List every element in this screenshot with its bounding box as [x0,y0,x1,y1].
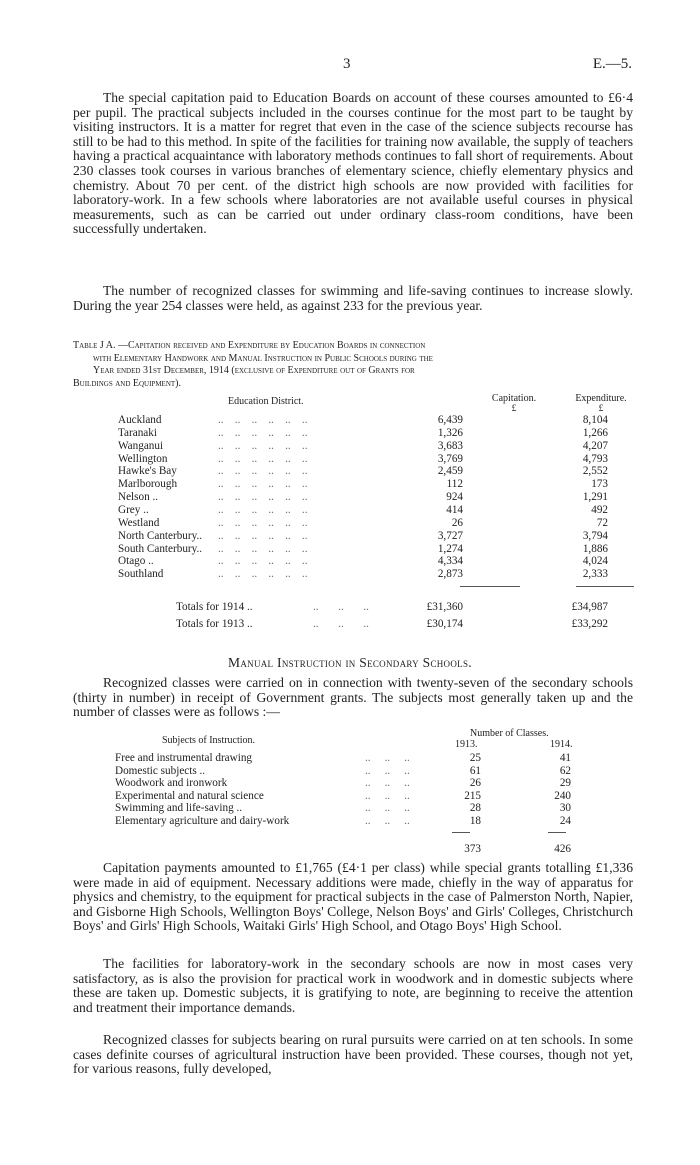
district-name: Hawke's Bay [118,465,177,478]
capitation-value: 414 [446,503,463,516]
table2-header-1913: 1913. [455,739,478,750]
classes-1913: 25 [469,752,481,764]
table1-header-capitation-label: Capitation. [491,393,537,404]
table1-total-rule [460,586,520,587]
total-label: Totals for 1913 .. [176,618,253,630]
expenditure-value: 4,024 [582,555,608,568]
page-header [0,56,700,78]
table2-total-1913: 373 [464,843,481,855]
table2-total-row [115,843,635,855]
leader-dots: .. .. .. .. .. .. [218,555,308,568]
expenditure-value: 4,793 [582,452,608,465]
table1-row [118,517,638,529]
table1-header-expenditure-label: Expenditure. [575,393,627,404]
district-name: Wanganui [118,439,164,452]
leader-dots: .. .. .. .. .. .. [218,568,308,581]
document-reference: E.—5. [592,56,632,72]
leader-dots: .. .. .. .. .. .. [218,478,308,491]
leader-dots: .. .. .. [365,777,410,789]
subject-name: Woodwork and ironwork [115,777,228,789]
classes-1914: 30 [559,802,571,814]
district-name: Taranaki [118,426,157,439]
classes-1914: 240 [554,789,571,802]
district-name: Otago .. [118,555,154,568]
total-capitation: £30,174 [426,618,463,630]
expenditure-value: 8,104 [582,414,608,426]
table2-row [115,802,635,814]
table2-header-number: Number of Classes. [470,728,549,739]
paragraph-special-capitation: The special capitation paid to Education Boards on account of these courses amounted to £6·4 per pupil. The practical subjects included in the courses continue for the most part to be taught by visiting instructors. It is a matter for regret that even in the case of the science subjects recourse has still to be had to this method. In spite of the facilities for training now available, the supply of teachers having a practical acquaintance with laboratory methods continues to fall short of requirements. About 230 classes took courses in various branches of elementary science, chiefly elementary physics and chemistry. About 70 per cent. of the district high schools are now provided with facilities for laboratory-work. In a few schools where laboratories are not available useful courses in physical measurements, such as can be carried out under ordinary class-room conditions, have been successfully undertaken. [73,90,633,237]
table1-unit: £ [598,404,604,414]
district-name: South Canterbury.. [118,542,203,555]
table1-header-district: Education District. [228,396,304,407]
table1-row [118,453,638,465]
leader-dots: .. .. .. [365,814,410,827]
paragraph-secondary-classes: Recognized classes were carried on in connection with twenty-seven of the secondary schools (thirty in number) in receipt of Government grants. The subjects most generally taken up and the number of classes were as follows :— [73,675,633,720]
table1-row [118,568,638,580]
leader-dots: .. .. .. [365,802,410,814]
district-name: North Canterbury.. [118,529,203,542]
table1-row [118,478,638,490]
leader-dots: .. .. .. [313,601,369,613]
expenditure-value: 1,291 [582,491,608,504]
total-expenditure: £34,987 [571,601,608,613]
paragraph-capitation-payments: Capitation payments amounted to £1,765 (£4·1 per class) while special grants totalling £1,336 were made in aid of equipment. Necessary additions were made, chiefly in the way of apparatus for physics and chemistry, to the equipment for practical subjects in the case of Palmerston North, Napier, and Gisborne High Schools, Wellington Boys' College, Nelson Boys' and Girls' Colleges, Christchurch Boys' and Girls' High Schools, Waitaki Girls' High School, and Otago Boys' High School. [73,860,633,934]
table1-caption [73,340,633,390]
table2-row [115,752,635,764]
table2-header-subject: Subjects of Instruction. [162,735,256,746]
table1-header-expenditure [568,393,634,414]
subject-name: Free and instrumental drawing [115,752,253,764]
table1-row [118,427,638,439]
table1-total-rule [576,586,634,587]
classes-1914: 29 [559,777,571,789]
classes-1913: 26 [469,777,481,789]
expenditure-value: 173 [591,478,608,491]
table1-caption-line: Buildings and Equipment). [73,377,181,389]
paragraph-swimming-classes: The number of recognized classes for swimming and life-saving continues to increase slowly. During the year 254 classes were held, as against 233 for the previous year. [73,283,633,313]
classes-1914: 24 [559,814,571,827]
table2-total-rule [548,832,566,833]
table2-row [115,765,635,777]
classes-1914: 41 [559,752,571,764]
capitation-value: 3,683 [437,439,463,452]
leader-dots: .. .. .. .. .. .. [218,542,308,555]
district-name: Westland [118,516,160,529]
leader-dots: .. .. .. [365,764,410,777]
total-label: Totals for 1914 .. [176,601,253,613]
expenditure-value: 3,794 [582,529,608,542]
district-name: Grey .. [118,503,149,516]
capitation-value: 1,274 [437,542,463,555]
capitation-value: 2,459 [437,465,463,478]
district-name: Marlborough [118,478,178,491]
leader-dots: .. .. .. .. .. .. [218,465,308,478]
capitation-value: 1,326 [437,426,463,439]
table2-total-1914: 426 [554,843,571,855]
table1-row [118,465,638,477]
table1-row [118,530,638,542]
expenditure-value: 2,552 [582,465,608,478]
expenditure-value: 72 [596,516,608,529]
capitation-value: 6,439 [437,414,463,426]
expenditure-value: 1,266 [582,426,608,439]
leader-dots: .. .. .. .. .. .. [218,529,308,542]
table1-row [118,543,638,555]
table1-caption-line: Table J A. —Capitation received and Expenditure by Education Boards in connection [73,340,426,351]
classes-1913: 61 [469,764,481,777]
district-name: Auckland [118,414,162,426]
classes-1913: 18 [469,814,481,827]
district-name: Wellington [118,452,168,465]
total-capitation: £31,360 [426,601,463,613]
table2-total-rule [452,832,470,833]
capitation-value: 26 [451,516,463,529]
subject-name: Swimming and life-saving .. [115,802,243,814]
table1-header-capitation [484,393,544,414]
subject-name: Domestic subjects .. [115,764,206,777]
leader-dots: .. .. .. .. .. .. [218,516,308,529]
expenditure-value: 492 [591,503,608,516]
leader-dots: .. .. .. .. .. .. [218,503,308,516]
leader-dots: .. .. .. .. .. .. [218,491,308,504]
classes-1914: 62 [559,764,571,777]
capitation-value: 924 [446,491,463,504]
leader-dots: .. .. .. .. .. .. [218,426,308,439]
subject-name: Experimental and natural science [115,789,264,802]
table1-total-row [118,618,638,630]
table2-row [115,777,635,789]
table2-header-1914: 1914. [550,739,573,750]
classes-1913: 28 [469,802,481,814]
section-title: Manual Instruction in Secondary Schools. [228,655,472,670]
paragraph-rural-pursuits: Recognized classes for subjects bearing on rural pursuits were carried on at ten schools. In some cases definite courses of agricultural instruction have been provided. These courses, though not yet, for various reasons, fully developed, [73,1032,633,1077]
classes-1913: 215 [464,789,481,802]
expenditure-value: 1,886 [582,542,608,555]
table1-row [118,555,638,567]
capitation-value: 112 [446,478,463,491]
table1-row [118,491,638,503]
expenditure-value: 4,207 [582,439,608,452]
total-expenditure: £33,292 [571,618,608,630]
table1-total-row [118,601,638,613]
capitation-value: 2,873 [437,568,463,581]
district-name: Southland [118,568,164,581]
table1-row [118,414,638,426]
leader-dots: .. .. .. [313,618,369,630]
table2-row [115,790,635,802]
table1-unit: £ [511,404,517,414]
table2-row [115,815,635,827]
leader-dots: .. .. .. [365,789,410,802]
table1-row [118,504,638,516]
expenditure-value: 2,333 [582,568,608,581]
leader-dots: .. .. .. .. .. .. [218,414,308,426]
district-name: Nelson .. [118,491,159,504]
leader-dots: .. .. .. [365,752,410,764]
subject-name: Elementary agriculture and dairy-work [115,814,290,827]
leader-dots: .. .. .. .. .. .. [218,452,308,465]
capitation-value: 4,334 [437,555,463,568]
table1-caption-line: with Elementary Handwork and Manual Instruction in Public Schools during the [93,352,433,364]
leader-dots: .. .. .. .. .. .. [218,439,308,452]
table1-row [118,440,638,452]
page-number: 3 [343,56,351,72]
table1-caption-line: Year ended 31st December, 1914 (exclusive of Expenditure out of Grants for [93,365,415,377]
capitation-value: 3,769 [437,452,463,465]
paragraph-laboratory-facilities: The facilities for laboratory-work in the secondary schools are now in most cases very satisfactory, as is also the provision for practical work in woodwork and in domestic subjects where these are taken up. Domestic subjects, it is gratifying to note, are beginning to receive the attention and treatment their importance demands. [73,956,633,1015]
capitation-value: 3,727 [437,529,463,542]
